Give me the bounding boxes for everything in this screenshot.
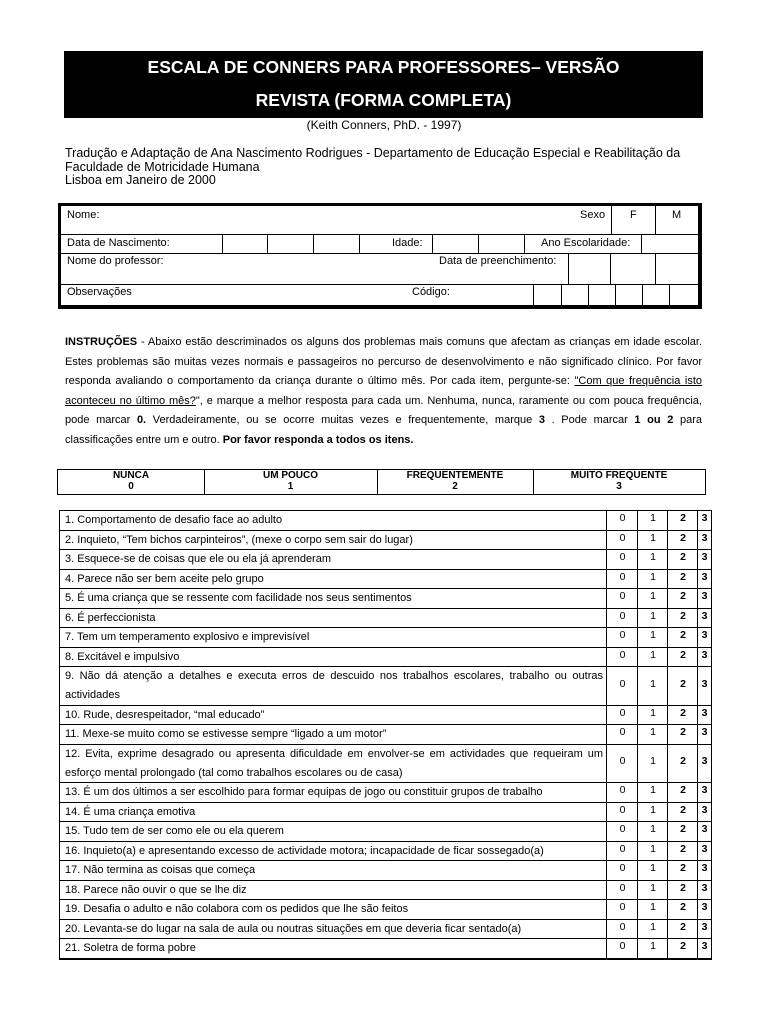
item-text: 17. Não termina as coisas que começa [65, 864, 256, 876]
rating-option-3[interactable]: 3 [697, 589, 711, 608]
item-row [60, 570, 711, 590]
rating-option-0[interactable]: 0 [606, 842, 638, 861]
instructions-paragraph: INSTRUÇÕES - Abaixo estão descriminados os alguns dos problemas mais comuns que afectam as crianças em idade escolar. Estes problemas são muitas vezes normais e passageiros no percurso de desenvolvimento e não significado clínico. Por favor responda avaliando o comportamento da criança durante o último mês. Por cada item, pergunte-se: "Com que frequência isto aconteceu no último mês?", e marque a melhor resposta para cada um. Nenhuma, nunca, raramente ou com pouca frequência, pode marcar 0. Verdadeiramente, ou se ocorre muitas vezes e frequentemente, marque 3 . Pode marcar 1 ou 2 para classificações entre um e outro. Por favor responda a todos os itens. [65, 336, 702, 446]
frequency-question: "Com que frequência isto aconteceu no último mês? [65, 375, 702, 407]
item-text: 20. Levanta-se do lugar na sala de aula ou noutras situações em que deveria ficar sentado(a) [65, 922, 522, 935]
label-data-preenchimento: Data de preenchimento: [439, 255, 557, 267]
item-text: 3. Esquece-se de coisas que ele ou ela já aprenderam [65, 553, 332, 565]
item-text: 16. Inquieto(a) e apresentando excesso de actividade motora; incapacidade de ficar sossegado(a) [65, 844, 544, 857]
translation-line-2: Faculdade de Motricidade Humana [65, 159, 260, 174]
item-text: 21. Soletra de forma pobre [65, 942, 196, 954]
rating-option-2[interactable]: 2 [667, 783, 698, 802]
item-row [60, 628, 711, 648]
rating-option-0[interactable]: 0 [606, 939, 638, 958]
rating-option-0[interactable]: 0 [606, 628, 638, 647]
rating-option-0[interactable]: 0 [606, 667, 638, 705]
rating-option-2[interactable]: 2 [667, 570, 698, 589]
item-text: 14. É uma criança emotiva [65, 805, 196, 818]
rating-option-0[interactable]: 0 [606, 920, 638, 939]
rating-option-1[interactable]: 1 [637, 725, 668, 744]
rating-option-3[interactable]: 3 [697, 725, 711, 744]
rating-option-1[interactable]: 1 [637, 706, 668, 725]
rating-option-1[interactable]: 1 [637, 881, 668, 900]
rating-option-1[interactable]: 1 [637, 745, 668, 783]
item-row [60, 531, 711, 551]
rating-option-0[interactable]: 0 [606, 531, 638, 550]
item-row [60, 783, 711, 803]
item-text: 8. Excitável e impulsivo [65, 650, 180, 663]
rating-option-0[interactable]: 0 [606, 861, 638, 880]
rating-option-3[interactable]: 3 [697, 550, 711, 569]
item-text: 7. Tem um temperamento explosivo e imprevisível [65, 631, 310, 643]
rating-option-2[interactable]: 2 [667, 706, 698, 725]
form-title [64, 51, 703, 118]
translation-line-3: Lisboa em Janeiro de 2000 [65, 173, 216, 187]
rating-option-2[interactable]: 2 [667, 822, 698, 841]
rating-option-0[interactable]: 0 [606, 900, 638, 919]
scale-um-pouco: UM POUCO 1 [263, 470, 318, 492]
label-observacoes: Observações [67, 286, 132, 298]
rating-option-0[interactable]: 0 [606, 881, 638, 900]
rating-option-3[interactable]: 3 [697, 667, 711, 705]
rating-option-3[interactable]: 3 [697, 861, 711, 880]
rating-option-3[interactable]: 3 [697, 648, 711, 667]
item-text: 1. Comportamento de desafio face ao adulto [65, 514, 283, 526]
label-idade: Idade: [392, 237, 423, 249]
rating-option-1[interactable]: 1 [637, 861, 668, 880]
scale-legend [57, 469, 706, 495]
rating-option-2[interactable]: 2 [667, 648, 698, 667]
rating-option-2[interactable]: 2 [667, 511, 698, 530]
item-text: 15. Tudo tem de ser como ele ou ela querem [65, 825, 284, 837]
rating-option-3[interactable]: 3 [697, 920, 711, 939]
item-row [60, 881, 711, 901]
scale-nunca: NUNCA 0 [112, 470, 150, 492]
item-text: 10. Rude, desrespeitador, “mal educado” [65, 708, 265, 721]
rating-option-2[interactable]: 2 [667, 803, 698, 822]
item-row [60, 511, 711, 531]
rating-option-3[interactable]: 3 [697, 822, 711, 841]
rating-option-1[interactable]: 1 [637, 920, 668, 939]
rating-option-1[interactable]: 1 [637, 803, 668, 822]
rating-option-1[interactable]: 1 [637, 550, 668, 569]
rating-option-1[interactable]: 1 [637, 648, 668, 667]
item-row [60, 842, 711, 862]
rating-option-0[interactable]: 0 [606, 822, 638, 841]
rating-option-3[interactable]: 3 [697, 842, 711, 861]
rating-option-0[interactable]: 0 [606, 745, 638, 783]
item-row [60, 861, 711, 881]
row-nome [61, 206, 698, 235]
rating-option-2[interactable]: 2 [667, 531, 698, 550]
item-text: 12. Evita, exprime desagrado ou apresenta dificuldade em envolver-se em actividades que requeiram um esforço mental prolongado (tal como trabalhos escolares ou de casa) [65, 747, 603, 779]
rating-option-1[interactable]: 1 [637, 900, 668, 919]
scale-frequentemente: FREQUENTEMENTE 2 [406, 470, 504, 492]
item-row [60, 822, 711, 842]
item-row [60, 939, 711, 959]
rating-option-1[interactable]: 1 [637, 511, 668, 530]
rating-option-1[interactable]: 1 [637, 667, 668, 705]
item-row [60, 745, 711, 784]
rating-option-0[interactable]: 0 [606, 648, 638, 667]
item-text: 13. É um dos últimos a ser escolhido para formar equipas de jogo ou constituir grupos de trabalho [65, 786, 543, 798]
item-text: 2. Inquieto, “Tem bichos carpinteiros”, (mexe o corpo sem sair do lugar) [65, 533, 413, 546]
rating-option-2[interactable]: 2 [667, 550, 698, 569]
option-sex-f[interactable]: F [630, 209, 637, 221]
title-line-2: REVISTA (FORMA COMPLETA) [255, 90, 512, 110]
rating-option-0[interactable]: 0 [606, 725, 638, 744]
rating-option-3[interactable]: 3 [697, 570, 711, 589]
rating-option-1[interactable]: 1 [637, 531, 668, 550]
item-row [60, 648, 711, 668]
rating-option-2[interactable]: 2 [667, 920, 698, 939]
label-data-nascimento: Data de Nascimento: [67, 237, 170, 249]
rating-option-0[interactable]: 0 [606, 783, 638, 802]
rating-option-1[interactable]: 1 [637, 609, 668, 628]
item-row [60, 706, 711, 726]
rating-option-0[interactable]: 0 [606, 570, 638, 589]
rating-option-2[interactable]: 2 [667, 900, 698, 919]
item-row [60, 667, 711, 706]
item-text: 9. Não dá atenção a detalhes e executa erros de descuido nos trabalhos escolares, trabalho ou outras actividades [65, 670, 603, 701]
rating-option-3[interactable]: 3 [697, 939, 711, 958]
label-nome-professor: Nome do professor: [67, 255, 164, 267]
scale-muito-frequente: MUITO FREQUENTE 3 [570, 470, 668, 492]
rating-option-1[interactable]: 1 [637, 842, 668, 861]
translation-credit [65, 147, 707, 188]
rating-option-2[interactable]: 2 [667, 609, 698, 628]
rating-option-3[interactable]: 3 [697, 609, 711, 628]
rating-option-3[interactable]: 3 [697, 531, 711, 550]
rating-option-3[interactable]: 3 [697, 803, 711, 822]
rating-option-3[interactable]: 3 [697, 783, 711, 802]
label-ano-escolaridade: Ano Escolaridade: [541, 237, 631, 249]
item-text: 5. É uma criança que se ressente com facilidade nos seus sentimentos [65, 592, 412, 604]
rating-option-3[interactable]: 3 [697, 628, 711, 647]
rating-option-1[interactable]: 1 [637, 939, 668, 958]
rating-option-2[interactable]: 2 [667, 861, 698, 880]
label-codigo: Código: [412, 286, 450, 298]
item-text: 18. Parece não ouvir o que se lhe diz [65, 883, 247, 896]
item-row [60, 550, 711, 570]
label-sexo: Sexo [580, 209, 606, 221]
identification-table [58, 203, 702, 309]
instructions-heading: INSTRUÇÕES [65, 336, 138, 348]
option-sex-m[interactable]: M [672, 209, 682, 221]
item-row [60, 920, 711, 940]
rating-option-2[interactable]: 2 [667, 667, 698, 705]
rating-option-0[interactable]: 0 [606, 550, 638, 569]
row-observacoes [61, 285, 698, 305]
item-row [60, 609, 711, 629]
item-row [60, 803, 711, 823]
item-text: 19. Desafia o adulto e não colabora com os pedidos que lhe são feitos [65, 903, 409, 915]
label-nome: Nome: [67, 209, 100, 221]
rating-option-2[interactable]: 2 [667, 628, 698, 647]
rating-option-1[interactable]: 1 [637, 783, 668, 802]
translation-line-1: Tradução e Adaptação de Ana Nascimento Rodrigues - Departamento de Educação Especial e Reabilitação da [65, 146, 681, 160]
rating-option-1[interactable]: 1 [637, 628, 668, 647]
rating-option-3[interactable]: 3 [697, 706, 711, 725]
rating-option-0[interactable]: 0 [606, 609, 638, 628]
item-text: 4. Parece não ser bem aceite pelo grupo [65, 572, 264, 585]
rating-option-1[interactable]: 1 [637, 589, 668, 608]
instructions-closing: Por favor responda a todos os itens. [222, 433, 414, 446]
title-line-1: ESCALA DE CONNERS PARA PROFESSORES– VERSÃO [147, 57, 620, 77]
rating-option-2[interactable]: 2 [667, 589, 698, 608]
row-nascimento [61, 235, 698, 254]
rating-option-3[interactable]: 3 [697, 745, 711, 783]
rating-option-1[interactable]: 1 [637, 822, 668, 841]
rating-option-2[interactable]: 2 [667, 725, 698, 744]
rating-option-0[interactable]: 0 [606, 706, 638, 725]
rating-option-2[interactable]: 2 [667, 939, 698, 958]
rating-option-0[interactable]: 0 [606, 511, 638, 530]
author-credit: (Keith Conners, PhD. - 1997) [306, 118, 462, 132]
item-row [60, 900, 711, 920]
item-row [60, 725, 711, 745]
row-professor [61, 254, 698, 285]
rating-option-3[interactable]: 3 [697, 511, 711, 530]
rating-option-0[interactable]: 0 [606, 589, 638, 608]
rating-option-0[interactable]: 0 [606, 803, 638, 822]
rating-option-2[interactable]: 2 [667, 745, 698, 783]
item-row [60, 589, 711, 609]
items-table [59, 510, 712, 960]
item-text: 6. É perfeccionista [65, 611, 156, 624]
rating-option-3[interactable]: 3 [697, 881, 711, 900]
rating-option-1[interactable]: 1 [637, 570, 668, 589]
rating-option-3[interactable]: 3 [697, 900, 711, 919]
rating-option-2[interactable]: 2 [667, 881, 698, 900]
item-text: 11. Mexe-se muito como se estivesse sempre “ligado a um motor” [65, 728, 387, 740]
rating-option-2[interactable]: 2 [667, 842, 698, 861]
